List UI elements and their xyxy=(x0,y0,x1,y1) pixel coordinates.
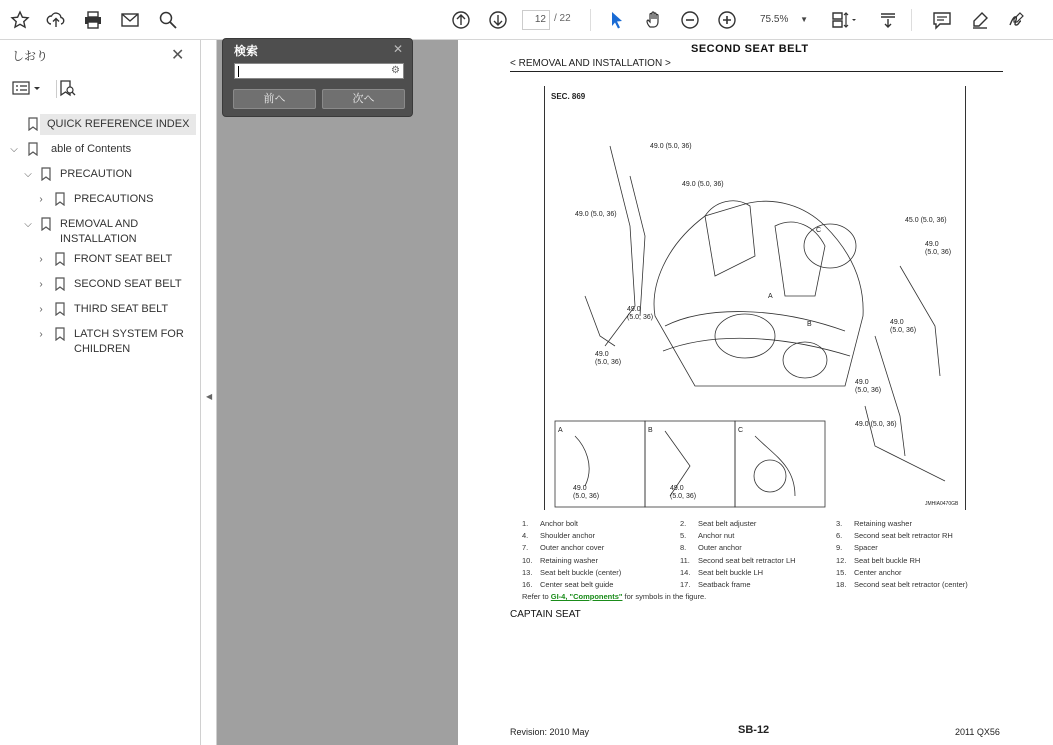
section-subtitle: < REMOVAL AND INSTALLATION > xyxy=(510,58,671,69)
torque-callout-12: 49.0 xyxy=(670,485,684,492)
find-dialog-title: 検索 xyxy=(234,44,259,58)
zoom-select[interactable] xyxy=(752,10,814,30)
figure-code: JMHIA0470GB xyxy=(925,501,959,507)
bookmarks-panel xyxy=(0,40,201,745)
torque-callout-7b: (5.0, 36) xyxy=(595,359,622,366)
torque-callout-8: 49.0 xyxy=(890,319,904,326)
torque-callout-3: 49.0 (5.0, 36) xyxy=(575,211,617,218)
detail-label-c: C xyxy=(738,427,744,434)
bookmark-label: SECOND SEAT BELT xyxy=(74,278,182,290)
bookmark-tools xyxy=(10,78,190,100)
torque-callout-2: 49.0 (5.0, 36) xyxy=(682,181,724,188)
find-next-button[interactable]: 次へ xyxy=(322,89,405,109)
page-total: / 22 xyxy=(554,13,571,24)
callout-label-b: B xyxy=(807,321,812,328)
toolbar xyxy=(0,0,1053,40)
bookmark-second-seat-belt[interactable] xyxy=(0,277,200,292)
chevron-down-icon[interactable]: ⌵ xyxy=(10,144,18,155)
bookmark-icon xyxy=(55,302,65,316)
text-cursor xyxy=(238,66,239,77)
star-icon[interactable] xyxy=(8,8,32,32)
chevron-right-icon[interactable]: › xyxy=(39,279,43,290)
torque-callout-6: 49.0 xyxy=(627,306,641,313)
bookmark-front-seat-belt[interactable] xyxy=(0,252,200,267)
torque-callout-8b: (5.0, 36) xyxy=(890,327,917,334)
bookmark-icon xyxy=(55,327,65,341)
find-previous-button[interactable]: 前へ xyxy=(233,89,316,109)
zoom-out-icon[interactable] xyxy=(678,8,702,32)
list-options-icon xyxy=(12,80,42,96)
bookmark-label: able of Contents xyxy=(51,143,132,155)
options-menu-button[interactable] xyxy=(12,78,42,98)
torque-callout-5b: (5.0, 36) xyxy=(925,249,952,256)
toolbar-divider xyxy=(911,9,912,31)
bookmark-icon xyxy=(55,277,65,291)
torque-callout-9b: (5.0, 36) xyxy=(855,387,882,394)
scroll-icon[interactable] xyxy=(876,8,900,32)
bookmark-search-icon xyxy=(58,79,76,97)
close-icon[interactable]: ✕ xyxy=(392,42,403,56)
find-dialog xyxy=(222,38,413,117)
pointer-icon[interactable] xyxy=(605,8,629,32)
title-rule xyxy=(510,71,1003,72)
pdf-page xyxy=(458,40,1053,745)
page-title: SECOND SEAT BELT xyxy=(691,43,809,55)
detail-label-a: A xyxy=(558,427,563,434)
bookmark-icon xyxy=(55,192,65,206)
bookmark-label: PRECAUTION xyxy=(60,168,133,180)
chevron-right-icon[interactable]: › xyxy=(39,194,43,205)
upload-icon[interactable] xyxy=(44,8,68,32)
torque-callout-1: 49.0 (5.0, 36) xyxy=(650,143,692,150)
footer-page-code: SB-12 xyxy=(738,724,770,736)
bookmark-label: THIRD SEAT BELT xyxy=(74,303,169,315)
legend-row: 4. Shoulder anchor 5. Anchor nut 6. Second seat belt retractor RH xyxy=(522,531,953,540)
bookmark-icon xyxy=(41,217,51,231)
symbols-reference: Refer to GI-4, "Components" for symbols in the figure. xyxy=(522,592,707,601)
close-icon[interactable]: ✕ xyxy=(171,47,185,64)
diagram-drawing xyxy=(545,86,965,510)
torque-callout-10: 49.0 (5.0, 36) xyxy=(855,421,897,428)
bookmark-label: LATCH SYSTEM FOR xyxy=(74,328,184,340)
gear-icon[interactable]: ⚙ xyxy=(391,65,400,76)
zoom-value: 75.5% xyxy=(760,14,789,25)
bookmark-label: QUICK REFERENCE INDEX xyxy=(47,118,190,130)
bookmark-latch-system[interactable] xyxy=(0,327,200,357)
bookmark-icon xyxy=(28,142,38,156)
footer-model: 2011 QX56 xyxy=(955,727,1000,737)
toolbar-divider xyxy=(590,9,591,31)
bookmark-label: REMOVAL AND xyxy=(60,218,139,230)
torque-callout-4: 45.0 (5.0, 36) xyxy=(905,217,947,224)
callout-label-a: A xyxy=(768,293,773,300)
tool-divider xyxy=(56,80,57,98)
bookmark-quick-reference-index[interactable] xyxy=(0,117,200,132)
chevron-right-icon[interactable]: › xyxy=(39,254,43,265)
torque-callout-6b: (5.0, 36) xyxy=(627,314,654,321)
panel-title: しおり xyxy=(12,49,49,63)
bookmark-label-line2: INSTALLATION xyxy=(60,233,137,245)
page-down-icon[interactable] xyxy=(486,8,510,32)
collapse-left-icon[interactable]: ◀ xyxy=(206,392,213,401)
legend-row: 13. Seat belt buckle (center) 14. Seat belt buckle LH 15. Center anchor xyxy=(522,568,902,577)
find-input[interactable] xyxy=(234,63,404,79)
bookmark-precautions[interactable] xyxy=(0,192,200,207)
search-icon[interactable] xyxy=(156,8,180,32)
print-icon[interactable] xyxy=(81,8,105,32)
bookmark-icon xyxy=(41,167,51,181)
footer-revision: Revision: 2010 May xyxy=(510,727,590,737)
page-up-icon[interactable] xyxy=(449,8,473,32)
callout-label-c: C xyxy=(816,227,822,234)
hand-icon[interactable] xyxy=(642,8,666,32)
email-icon[interactable] xyxy=(118,8,142,32)
legend-row: 7. Outer anchor cover 8. Outer anchor 9. Spacer xyxy=(522,543,878,552)
sign-icon[interactable] xyxy=(1004,8,1028,32)
legend-row: 16. Center seat belt guide 17. Seatback frame 18. Second seat belt retractor (center) xyxy=(522,580,968,589)
torque-callout-11b: (5.0, 36) xyxy=(573,493,600,500)
document-background xyxy=(217,40,458,745)
chevron-down-icon: ▼ xyxy=(800,15,808,24)
chevron-right-icon[interactable]: › xyxy=(39,329,43,340)
bookmark-removal-and-installation[interactable] xyxy=(0,217,200,247)
components-link[interactable]: GI-4, "Components" xyxy=(550,592,623,601)
comment-icon[interactable] xyxy=(930,8,954,32)
page-number-input[interactable]: 12 xyxy=(522,10,550,30)
detail-label-b: B xyxy=(648,427,653,434)
torque-callout-12b: (5.0, 36) xyxy=(670,493,697,500)
add-bookmark-button[interactable] xyxy=(58,78,78,98)
bookmark-third-seat-belt[interactable] xyxy=(0,302,200,317)
bookmark-icon xyxy=(28,117,38,131)
bookmark-icon xyxy=(55,252,65,266)
captain-seat-heading: CAPTAIN SEAT xyxy=(510,609,581,620)
legend-row: 10. Retaining washer 11. Second seat belt retractor LH 12. Seat belt buckle RH xyxy=(522,556,921,565)
panel-splitter[interactable] xyxy=(201,40,217,745)
torque-callout-9: 49.0 xyxy=(855,379,869,386)
zoom-in-icon[interactable] xyxy=(715,8,739,32)
chevron-right-icon[interactable]: › xyxy=(39,304,43,315)
bookmark-precaution[interactable] xyxy=(0,167,200,182)
chevron-down-icon[interactable]: ⌵ xyxy=(24,169,32,180)
bookmark-label: PRECAUTIONS xyxy=(74,193,154,205)
seat-belt-diagram xyxy=(544,86,966,510)
torque-callout-5: 49.0 xyxy=(925,241,939,248)
bookmark-label: FRONT SEAT BELT xyxy=(74,253,173,265)
bookmark-table-of-contents[interactable] xyxy=(0,142,200,157)
torque-callout-11: 49.0 xyxy=(573,485,587,492)
legend-row: 1. Anchor bolt 2. Seat belt adjuster 3. Retaining washer xyxy=(522,519,912,528)
torque-callout-7: 49.0 xyxy=(595,351,609,358)
chevron-down-icon[interactable]: ⌵ xyxy=(24,219,32,230)
highlight-icon[interactable] xyxy=(968,8,992,32)
fit-page-icon[interactable] xyxy=(828,8,860,32)
figure-section-label: SEC. 869 xyxy=(551,92,586,101)
bookmark-label-line2: CHILDREN xyxy=(74,343,131,355)
